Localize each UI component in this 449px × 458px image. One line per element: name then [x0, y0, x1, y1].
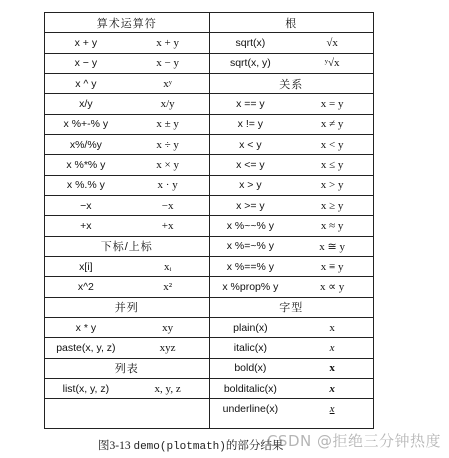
rendered-result: x: [329, 403, 335, 416]
rendered-result: x = y: [320, 97, 344, 110]
expression-row: [45, 94, 209, 114]
rendered-result: x × y: [156, 158, 179, 171]
expression-code: italic(x): [233, 341, 267, 354]
expression-code: x − y: [74, 57, 98, 70]
caption-code: demo(plotmath): [133, 441, 226, 453]
expression-code: x[i]: [79, 260, 93, 273]
rendered-result: x: [329, 341, 335, 354]
expression-code: x %==% y: [226, 260, 275, 273]
rendered-result: x + y: [156, 36, 179, 49]
expression-row: [45, 33, 209, 53]
expression-code: paste(x, y, z): [56, 341, 116, 354]
expression-row: [45, 155, 209, 175]
expression-code: bolditalic(x): [223, 382, 277, 395]
expression-row: [210, 94, 374, 114]
plotmath-table: [44, 12, 374, 429]
expression-row: [45, 176, 209, 196]
expression-code: bold(x): [234, 362, 267, 375]
expression-row: [210, 135, 374, 155]
expression-row: [45, 338, 209, 358]
expression-code: x < y: [239, 138, 262, 151]
expression-code: x + y: [74, 36, 98, 49]
right-column: [210, 13, 374, 428]
expression-code: +x: [80, 219, 92, 232]
expression-row: [210, 399, 374, 419]
expression-row: [210, 257, 374, 277]
expression-row: [210, 216, 374, 236]
expression-code: x ^ y: [75, 77, 97, 90]
expression-code: x > y: [239, 179, 262, 192]
rendered-result: √x: [326, 36, 338, 49]
rendered-result: x ≠ y: [320, 118, 344, 131]
expression-code: −x: [80, 199, 92, 212]
expression-row: [45, 216, 209, 236]
expression-row: [210, 277, 374, 297]
rendered-result: x: [329, 321, 335, 334]
expression-code: x/y: [79, 97, 93, 110]
expression-code: x %=~% y: [226, 240, 275, 253]
expression-row: [45, 115, 209, 135]
expression-row: [45, 135, 209, 155]
rendered-result: x²: [163, 280, 173, 293]
expression-row: [210, 196, 374, 216]
expression-code: x %*% y: [66, 158, 106, 171]
caption-figure-number: 图3-13: [98, 440, 131, 452]
section-header: 列表: [45, 359, 209, 379]
rendered-result: x ≥ y: [320, 199, 344, 212]
rendered-result: x ÷ y: [156, 138, 179, 151]
rendered-result: x − y: [156, 57, 179, 70]
rendered-result: x: [329, 382, 335, 395]
rendered-result: x/y: [160, 97, 175, 110]
expression-row: [210, 379, 374, 399]
rendered-result: x < y: [320, 138, 344, 151]
section-header: 关系: [210, 74, 374, 94]
rendered-result: x ≅ y: [319, 240, 345, 253]
expression-code: x != y: [237, 118, 264, 131]
expression-row: [210, 338, 374, 358]
expression-row: [45, 196, 209, 216]
expression-code: sqrt(x): [235, 36, 266, 49]
expression-code: x >= y: [236, 199, 265, 212]
rendered-result: x > y: [320, 179, 344, 192]
expression-code: x * y: [75, 321, 97, 334]
expression-row: [210, 176, 374, 196]
expression-row: [210, 115, 374, 135]
rendered-result: xᵢ: [163, 260, 172, 273]
expression-code: x %~~% y: [226, 219, 275, 232]
expression-row: [210, 359, 374, 379]
rendered-result: x ± y: [156, 118, 179, 131]
rendered-result: xʸ: [163, 77, 172, 90]
expression-code: sqrt(x, y): [229, 57, 271, 70]
rendered-result: x ∝ y: [319, 281, 345, 294]
expression-row: [45, 277, 209, 297]
expression-row: [210, 318, 374, 338]
expression-code: underline(x): [222, 403, 279, 416]
expression-code: x %.% y: [66, 179, 105, 192]
section-header: 根: [210, 13, 374, 33]
rendered-result: x: [329, 362, 335, 375]
expression-row: [45, 257, 209, 277]
caption-suffix: 的部分结果: [225, 440, 284, 452]
expression-code: list(x, y, z): [62, 382, 110, 395]
left-column: [45, 13, 210, 428]
watermark: CSDN @拒绝三分钟热度: [266, 432, 441, 450]
expression-row: [210, 54, 374, 74]
expression-row: [210, 237, 374, 257]
expression-code: x^2: [77, 280, 94, 293]
section-header: 下标/上标: [45, 237, 209, 257]
expression-row: [210, 33, 374, 53]
rendered-result: xyz: [159, 341, 176, 354]
rendered-result: xy: [162, 321, 174, 334]
expression-row: [45, 379, 209, 399]
empty-area: [45, 399, 209, 428]
rendered-result: x · y: [157, 179, 178, 192]
section-header: 算术运算符: [45, 13, 209, 33]
expression-row: [210, 155, 374, 175]
expression-code: x %+-% y: [63, 118, 109, 131]
rendered-result: +x: [161, 219, 174, 232]
expression-row: [45, 54, 209, 74]
rendered-result: −x: [161, 199, 174, 212]
rendered-result: x ≈ y: [320, 219, 344, 232]
section-header: 并列: [45, 298, 209, 318]
rendered-result: x ≡ y: [320, 260, 344, 273]
expression-code: x <= y: [236, 158, 265, 171]
rendered-result: x ≤ y: [320, 158, 344, 171]
figure-caption: [98, 437, 283, 453]
expression-code: plain(x): [233, 321, 268, 334]
section-header: 字型: [210, 298, 374, 318]
expression-row: [45, 318, 209, 338]
rendered-result: x, y, z: [154, 382, 181, 395]
rendered-result: ʸ√x: [324, 57, 340, 70]
expression-code: x %prop% y: [222, 280, 279, 293]
expression-code: x == y: [236, 97, 265, 110]
expression-row: [45, 74, 209, 94]
expression-code: x%/%y: [69, 138, 102, 151]
